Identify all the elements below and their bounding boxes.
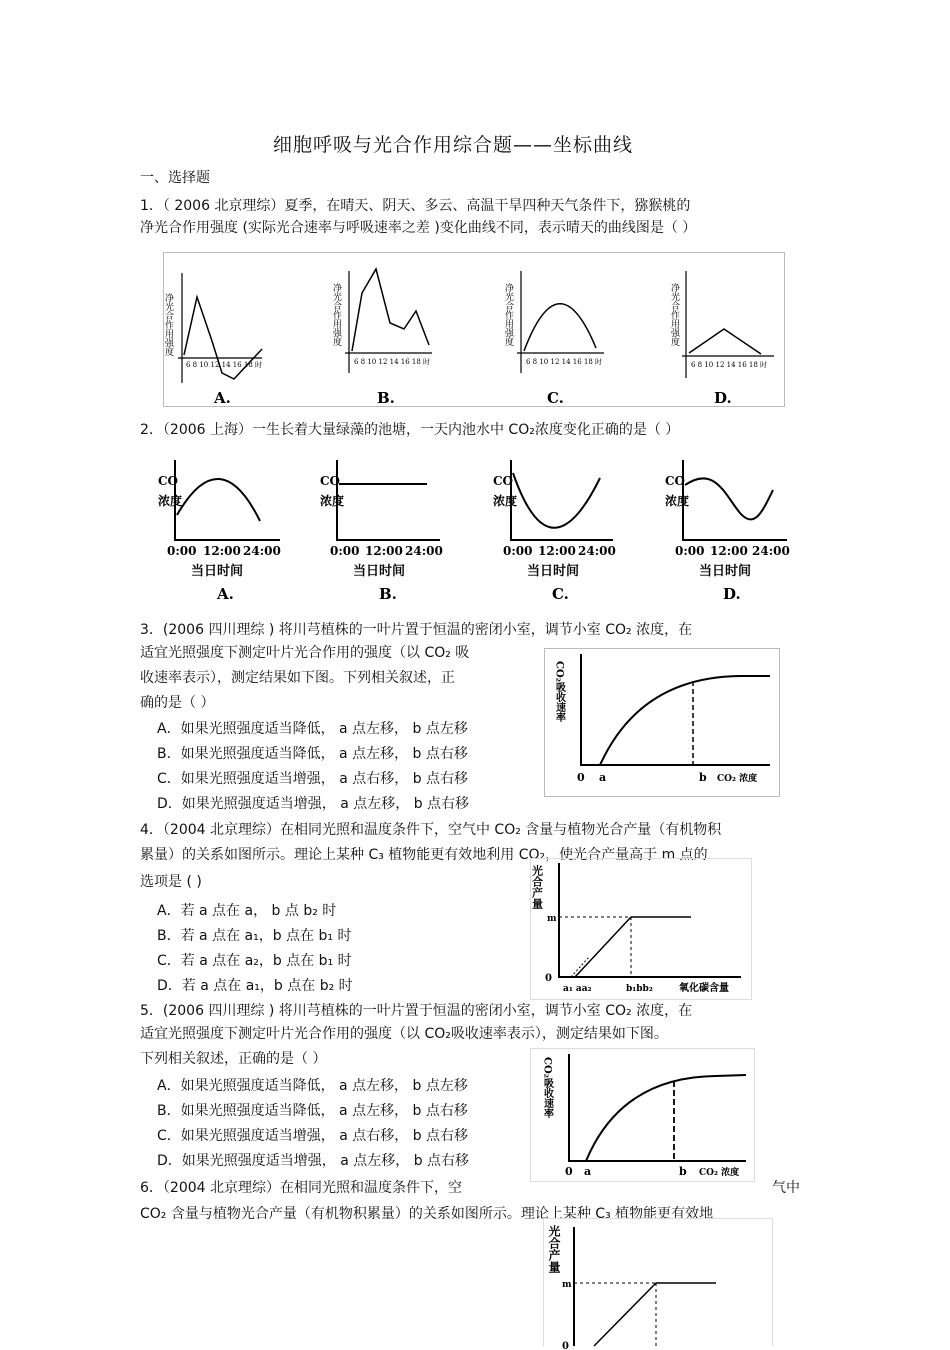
q4-option-a: A．若 a 点在 a， b 点 b₂ 时 [157,903,337,919]
q2-tick-b0: 0:00 [330,544,360,558]
q2-label-c: C. [552,585,569,603]
q1-label-b: B. [377,389,395,407]
q6-line1b: 气中 [772,1180,800,1196]
q1-label-a: A. [214,389,231,407]
q2-ylabel2-a: 浓度 [158,494,183,508]
q2-tick-a0: 0:00 [167,544,197,558]
q4-m: m [547,914,557,924]
q6-chart [543,1218,773,1350]
svg-text:6 8 10 12 14 16 18 时: 6 8 10 12 14 16 18 时 [354,358,431,366]
q3-line3: 收速率表示），测定结果如下图。下列相关叙述，正 [140,670,455,686]
q2-tick-a1: 12:00 [203,544,241,558]
q1-ylabel-d: 净光合作用强度 [669,283,679,346]
q5-option-c: C．如果光照强度适当增强， a 点右移， b 点右移 [157,1128,469,1144]
q3-ylabel: CO₂吸收速率 [553,661,565,723]
q3-xlabel: CO₂ 浓度 [717,774,758,784]
q5-option-d: D．如果光照强度适当增强， a 点左移， b 点右移 [157,1153,470,1169]
q4-xticks-a: a₁ aa₂ [563,984,592,994]
q4-xticks-b: b₁bb₂ [626,984,653,994]
svg-text:6 8 10 12 14 16 18 时: 6 8 10 12 14 16 18 时 [186,361,263,369]
q3-option-b: B．如果光照强度适当降低， a 点左移， b 点右移 [157,746,468,762]
q2-ylabel2-b: 浓度 [320,494,345,508]
q2-xlabel-a: 当日时间 [191,564,244,579]
q4-ylabel: 光合产量 [530,865,544,909]
page-title: 细胞呼吸与光合作用综合题——坐标曲线 [273,134,634,156]
q3-line4: 确的是（ ） [140,695,215,711]
q2-ylabel2-d: 浓度 [665,494,690,508]
q2-ylabel-a: CO [158,474,179,488]
q2-xlabel-b: 当日时间 [353,564,406,579]
q2-tick-d1: 12:00 [710,544,748,558]
q2-figure [155,455,805,605]
q1-graph-d [682,271,774,407]
q5-a: a [584,1165,592,1178]
q2-label-a: A. [217,585,234,603]
q4-origin: 0 [545,973,552,984]
q6-m: m [562,1280,572,1290]
q1-graph-a [178,273,262,407]
q1-ylabel-b: 净光合作用强度 [331,283,341,346]
svg-text:6 8 10 12 14 16 18 时: 6 8 10 12 14 16 18 时 [691,361,768,369]
q3-option-d: D．如果光照强度适当增强， a 点左移， b 点右移 [157,796,470,812]
q2-tick-d2: 24:00 [752,544,790,558]
q4-chart [530,858,752,1000]
q3-option-a: A．如果光照强度适当降低， a 点左移， b 点左移 [157,721,468,737]
q3-chart [544,648,780,797]
q4-option-b: B．若 a 点在 a₁，b 点在 b₁ 时 [157,928,352,944]
q1-graph-b [345,269,432,407]
q5-chart [530,1048,755,1182]
q3-option-c: C．如果光照强度适当增强， a 点右移， b 点右移 [157,771,469,787]
q2-tick-b2: 24:00 [405,544,443,558]
q5-line1: 5．(2006 四川理综 ) 将川芎植株的一叶片置于恒温的密闭小室，调节小室 CO₂ 浓度，在 [140,1003,693,1019]
q1-figure [163,252,785,407]
q5-origin: 0 [565,1165,573,1178]
q4-option-d: D．若 a 点在 a₁，b 点在 b₂ 时 [157,978,353,994]
q4-line3: 选项是 ( ) [140,874,202,890]
q3-origin: 0 [577,771,585,784]
q6-ylabel: 光合产量 [547,1225,561,1273]
q2-xlabel-d: 当日时间 [699,564,752,579]
q1-ylabel-c: 净光合作用强度 [503,283,513,346]
q2-tick-c1: 12:00 [538,544,576,558]
q6-line2: CO₂ 含量与植物光合产量（有机物积累量）的关系如图所示。理论上某种 C₃ 植物能更有效地 [140,1206,714,1222]
q4-xlabel: 氧化碳含量 [679,983,729,994]
q2-tick-a2: 24:00 [243,544,281,558]
q2-ylabel-d: CO [665,474,686,488]
q5-b: b [679,1165,687,1178]
q5-ylabel: CO₂吸收速率 [541,1057,553,1119]
q5-line2: 适宜光照强度下测定叶片光合作用的强度（以 CO₂吸收速率表示），测定结果如下图。 [140,1026,668,1042]
q2-ylabel-b: CO [320,474,341,488]
q3-a: a [599,771,607,784]
q2-tick-b1: 12:00 [365,544,403,558]
q2-ylabel2-c: 浓度 [493,494,518,508]
q5-line3: 下列相关叙述，正确的是（ ） [140,1051,327,1067]
q1-line1: 1．（ 2006 北京理综）夏季，在晴天、阴天、多云、高温干旱四种天气条件下，猕猴桃的 [140,198,691,214]
q2-tick-c2: 24:00 [578,544,616,558]
q3-line1: 3．(2006 四川理综 ) 将川芎植株的一叶片置于恒温的密闭小室，调节小室 CO₂ 浓度，在 [140,622,693,638]
q5-option-a: A．如果光照强度适当降低， a 点左移， b 点左移 [157,1078,468,1094]
q2-tick-c0: 0:00 [503,544,533,558]
q1-ylabel-a: 净光合作用强度 [163,293,173,356]
q1-graph-c [517,271,604,407]
q4-line2: 累量）的关系如图所示。理论上某种 C₃ 植物能更有效地利用 CO₂，使光合产量高于 m 点的 [140,847,708,863]
q5-xlabel: CO₂ 浓度 [699,1168,740,1178]
q2-tick-d0: 0:00 [675,544,705,558]
q2-xlabel-c: 当日时间 [527,564,580,579]
q3-b: b [699,771,707,784]
q2-ylabel-c: CO [493,474,514,488]
q5-option-b: B．如果光照强度适当降低， a 点左移， b 点右移 [157,1103,468,1119]
q1-label-d: D. [714,389,732,407]
q6-line1a: 6．（2004 北京理综）在相同光照和温度条件下，空 [140,1180,462,1196]
q1-line2: 净光合作用强度 (实际光合速率与呼吸速率之差 )变化曲线不同，表示晴天的曲线图是（ ） [140,220,697,236]
q2-label-d: D. [723,585,741,603]
q2-line1: 2．（2006 上海）一生长着大量绿藻的池塘，一天内池水中 CO₂浓度变化正确的是（ ） [140,422,680,438]
q3-line2: 适宜光照强度下测定叶片光合作用的强度（以 CO₂ 吸 [140,645,470,661]
section-heading: 一、选择题 [140,170,210,186]
q6-origin: 0 [562,1341,569,1350]
q1-label-c: C. [547,389,564,407]
q4-option-c: C．若 a 点在 a₂，b 点在 b₁ 时 [157,953,352,969]
svg-text:6 8 10 12 14 16 18 时: 6 8 10 12 14 16 18 时 [526,358,603,366]
q2-label-b: B. [379,585,397,603]
q4-line1: 4．（2004 北京理综）在相同光照和温度条件下，空气中 CO₂ 含量与植物光合产量（有机物积 [140,822,722,838]
